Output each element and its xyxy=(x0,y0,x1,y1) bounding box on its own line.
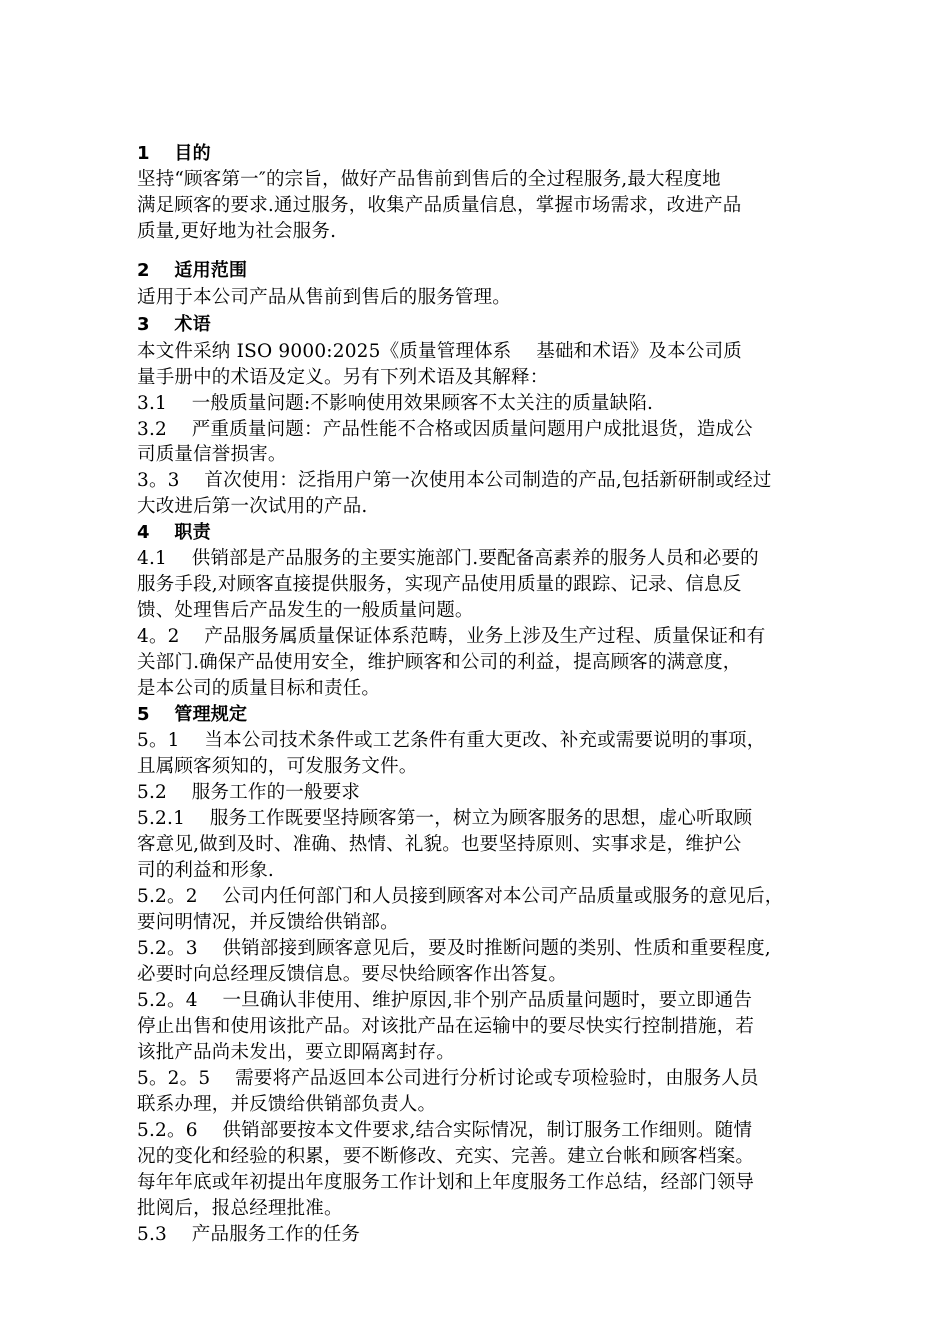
clause-3-2: 3.2 严重质量问题：产品性能不合格或因质量问题用户成批退货，造成公 xyxy=(137,419,753,440)
clause-5-2-4: 5.2。4 一旦确认非使用、维护原因,非个别产品质量问题时，要立即通告 xyxy=(137,990,753,1011)
clause-3-1: 3.1 一般质量问题:不影响使用效果顾客不太关注的质量缺陷. xyxy=(137,393,654,414)
paragraph-line: 馈、处理售后产品发生的一般质量问题。 xyxy=(137,600,474,621)
paragraph-line: 量手册中的术语及定义。另有下列术语及其解释： xyxy=(137,367,549,388)
clause-3-3: 3。3 首次使用：泛指用户第一次使用本公司制造的产品,包括新研制或经过 xyxy=(137,470,772,491)
clause-5-3: 5.3 产品服务工作的任务 xyxy=(137,1224,361,1245)
paragraph-line: 必要时向总经理反馈信息。要尽快给顾客作出答复。 xyxy=(137,964,568,985)
clause-5-2-3: 5.2。3 供销部接到顾客意见后，要及时推断问题的类别、性质和重要程度, xyxy=(137,938,771,959)
section-4-heading: 4 职责 xyxy=(137,522,211,543)
clause-3-2-cont: 司质量信誉损害。 xyxy=(137,444,287,465)
section-2-heading: 2 适用范围 xyxy=(137,260,248,281)
clause-5-2-6: 5.2。6 供销部要按本文件要求,结合实际情况，制订服务工作细则。随情 xyxy=(137,1120,753,1141)
paragraph-line: 本文件采纳 ISO 9000:2025《质量管理体系 基础和术语》及本公司质 xyxy=(137,341,742,362)
section-1-heading: 1 目的 xyxy=(137,143,211,164)
paragraph-line: 批阅后，报总经理批准。 xyxy=(137,1198,343,1219)
paragraph-line: 该批产品尚未发出，要立即隔离封存。 xyxy=(137,1042,455,1063)
paragraph-line: 适用于本公司产品从售前到售后的服务管理。 xyxy=(137,287,512,308)
paragraph-line: 关部门.确保产品使用安全，维护顾客和公司的利益，提高顾客的满意度， xyxy=(137,652,742,673)
clause-5-1: 5。1 当本公司技术条件或工艺条件有重大更改、补充或需要说明的事项， xyxy=(137,730,766,751)
paragraph-line: 司的利益和形象. xyxy=(137,860,274,881)
paragraph-line: 况的变化和经验的积累，要不断修改、充实、完善。建立台帐和顾客档案。 xyxy=(137,1146,755,1167)
paragraph-line: 客意见,做到及时、准确、热情、礼貌。也要坚持原则、实事求是，维护公 xyxy=(137,834,742,855)
paragraph-line: 服务手段,对顾客直接提供服务，实现产品使用质量的跟踪、记录、信息反 xyxy=(137,574,742,595)
paragraph-line: 质量,更好地为社会服务. xyxy=(137,221,337,242)
clause-5-2-1: 5.2.1 服务工作既要坚持顾客第一，树立为顾客服务的思想，虚心听取顾 xyxy=(137,808,753,829)
paragraph-line: 要问明情况，并反馈给供销部。 xyxy=(137,912,399,933)
paragraph-line: 坚持“顾客第一″的宗旨，做好产品售前到售后的全过程服务,最大程度地 xyxy=(137,169,721,190)
section-3-heading: 3 术语 xyxy=(137,314,211,335)
clause-5-2: 5.2 服务工作的一般要求 xyxy=(137,782,361,803)
paragraph-line: 满足顾客的要求.通过服务，收集产品质量信息，掌握市场需求，改进产品 xyxy=(137,195,742,216)
section-5-heading: 5 管理规定 xyxy=(137,704,248,725)
clause-5-2-2: 5.2。2 公司内任何部门和人员接到顾客对本公司产品质量或服务的意见后， xyxy=(137,886,784,907)
paragraph-line: 停止出售和使用该批产品。对该批产品在运输中的要尽快实行控制措施，若 xyxy=(137,1016,755,1037)
paragraph-line: 联系办理，并反馈给供销部负责人。 xyxy=(137,1094,437,1115)
paragraph-line: 每年年底或年初提出年度服务工作计划和上年度服务工作总结，经部门领导 xyxy=(137,1172,755,1193)
clause-4-1: 4.1 供销部是产品服务的主要实施部门.要配备高素养的服务人员和必要的 xyxy=(137,548,759,569)
paragraph-line: 是本公司的质量目标和责任。 xyxy=(137,678,381,699)
clause-3-3-cont: 大改进后第一次试用的产品. xyxy=(137,496,368,517)
paragraph-line: 且属顾客须知的，可发服务文件。 xyxy=(137,756,418,777)
clause-5-2-5: 5。2。5 需要将产品返回本公司进行分析讨论或专项检验时，由服务人员 xyxy=(137,1068,759,1089)
clause-4-2: 4。2 产品服务属质量保证体系范畴，业务上涉及生产过程、质量保证和有 xyxy=(137,626,766,647)
